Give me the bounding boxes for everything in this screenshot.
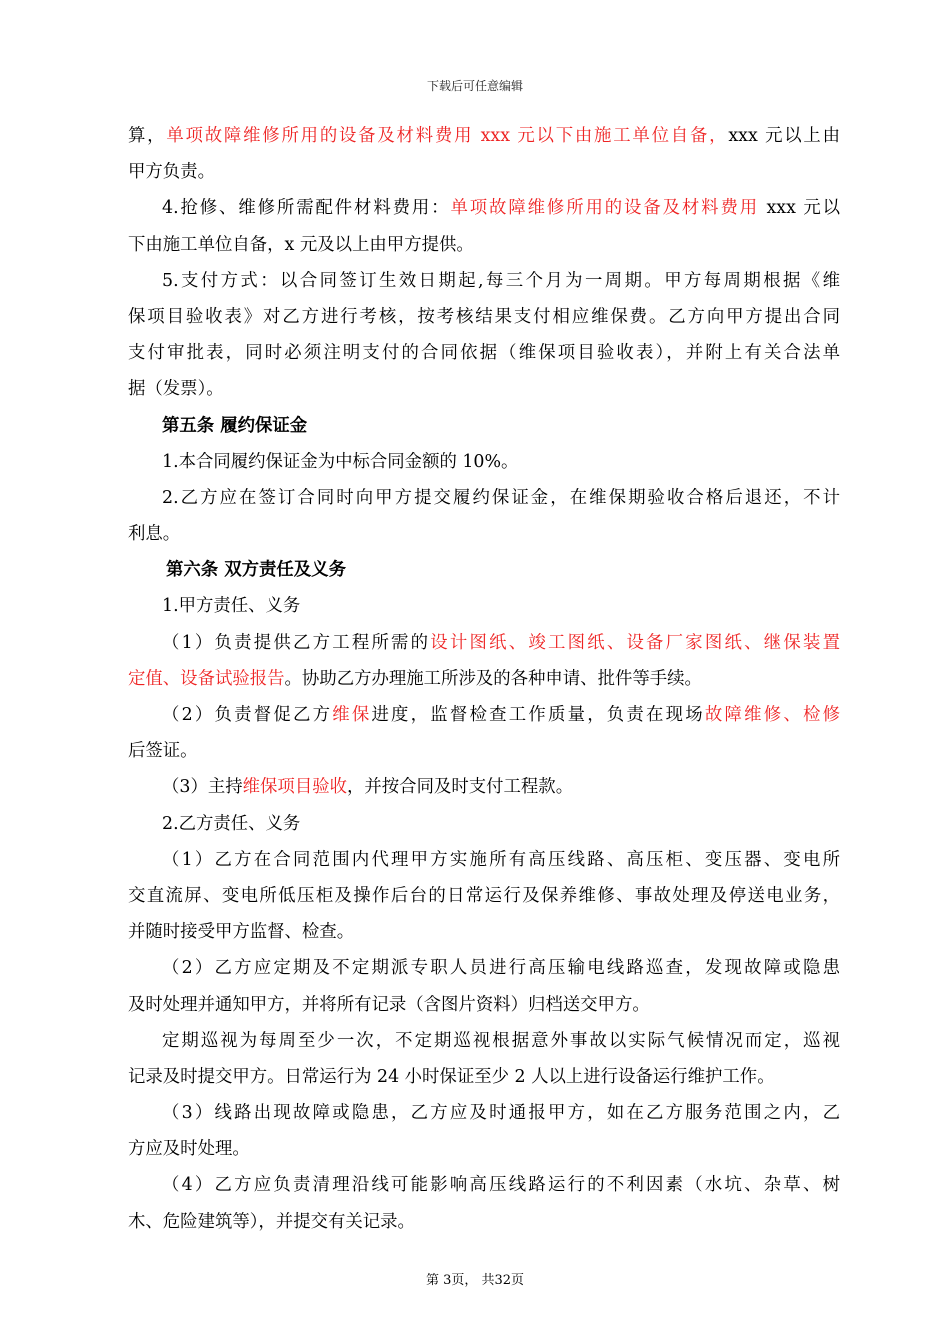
body-text: 2.乙方应在签订合同时向甲方提交履约保证金，在维保期验收合格后退还，不计 xyxy=(162,487,840,508)
text-line xyxy=(128,1131,840,1167)
body-text: 记录及时提交甲方。日常运行为 24 小时保证至少 2 人以上进行设备运行维护工作。 xyxy=(128,1066,775,1087)
body-text: 后签证。 xyxy=(128,741,198,762)
body-text: ，并按合同及时支付工程款。 xyxy=(347,777,574,798)
body-text: xxx 元以 xyxy=(759,198,840,219)
body-text: 下由施工单位自备，x 元及以上由甲方提供。 xyxy=(128,234,474,255)
body-text: 甲方负责。 xyxy=(128,162,215,183)
body-text: xxx 元以上由 xyxy=(728,126,840,146)
highlighted-text: 单项故障维修所用的设备及材料费用 xyxy=(450,198,760,219)
body-text: 并随时接受甲方监督、检查。 xyxy=(128,922,355,943)
body-text: 利息。 xyxy=(128,524,181,545)
text-line xyxy=(128,769,840,805)
page-footer: 第 3页， 共32页 xyxy=(425,1273,525,1288)
text-line xyxy=(128,625,840,661)
text-line xyxy=(128,1023,840,1059)
document-body xyxy=(128,118,840,1240)
text-line xyxy=(128,842,840,878)
highlighted-text: 设计图纸、竣工图纸、设备厂家图纸、继保装置 xyxy=(430,632,840,653)
body-text: 4.抢修、维修所需配件材料费用： xyxy=(162,198,451,219)
highlighted-text: 故障维修、检修 xyxy=(704,705,840,725)
body-text: （2）负责督促乙方 xyxy=(162,705,333,725)
body-text: 定期巡视为每周至少一次，不定期巡视根据意外事故以实际气候情况而定，巡视 xyxy=(162,1030,840,1051)
body-text: （1）乙方在合同范围内代理甲方实施所有高压线路、高压柜、变压器、变电所 xyxy=(162,849,840,870)
text-line xyxy=(128,444,840,480)
body-text: 2.乙方责任、义务 xyxy=(162,813,301,834)
text-line xyxy=(128,371,840,407)
text-line xyxy=(128,1095,840,1131)
body-text: 1.甲方责任、义务 xyxy=(162,596,301,617)
body-text: 交直流屏、变电所低压柜及操作后台的日常运行及保养维修、事故处理及停送电业务， xyxy=(128,885,840,906)
body-text: （3）主持 xyxy=(162,777,243,798)
text-line xyxy=(128,190,840,226)
text-line xyxy=(128,661,840,697)
body-text: （1）负责提供乙方工程所需的 xyxy=(162,632,431,653)
body-text: 支付审批表，同时必须注明支付的合同依据（维保项目验收表），并附上有关合法单 xyxy=(128,343,840,364)
text-line xyxy=(128,1204,840,1240)
text-line xyxy=(128,516,840,552)
body-text: （3）线路出现故障或隐患，乙方应及时通报甲方，如在乙方服务范围之内，乙 xyxy=(162,1103,840,1124)
section-heading xyxy=(128,552,840,588)
text-line xyxy=(128,987,840,1023)
body-text: 保项目验收表》对乙方进行考核，按考核结果支付相应维保费。乙方向甲方提出合同 xyxy=(128,306,840,327)
text-line xyxy=(128,1059,840,1095)
body-text: 据（发票）。 xyxy=(128,379,224,400)
text-line xyxy=(128,1167,840,1203)
body-text: 算， xyxy=(128,126,167,146)
text-line xyxy=(128,588,840,624)
body-text: 。协助乙方办理施工所涉及的各种申请、批件等手续。 xyxy=(284,668,702,689)
text-line xyxy=(128,263,840,299)
text-line xyxy=(128,227,840,263)
body-text: 方应及时处理。 xyxy=(128,1139,250,1160)
body-text: 进度，监督检查工作质量，负责在现场 xyxy=(371,705,705,725)
text-line xyxy=(128,118,840,154)
body-text: （4）乙方应负责清理沿线可能影响高压线路运行的不利因素（水坑、杂草、树 xyxy=(162,1175,840,1196)
text-line xyxy=(128,154,840,190)
heading-text: 第六条 双方责任及义务 xyxy=(166,560,346,581)
body-text: 1.本合同履约保证金为中标合同金额的 10%。 xyxy=(162,451,519,472)
body-text: 木、危险建筑等），并提交有关记录。 xyxy=(128,1211,415,1232)
text-line xyxy=(128,950,840,986)
text-line xyxy=(128,299,840,335)
text-line xyxy=(128,335,840,371)
heading-text: 第五条 履约保证金 xyxy=(162,415,308,436)
page-header: 下载后可任意编辑 xyxy=(426,79,523,93)
highlighted-text: 定值、设备试验报告 xyxy=(128,668,285,689)
highlighted-text: 单项故障维修所用的设备及材料费用 xxx 元以下由施工单位自备， xyxy=(166,126,729,146)
text-line xyxy=(128,914,840,950)
text-line xyxy=(128,733,840,769)
body-text: 5.支付方式：以合同签订生效日期起,每三个月为一周期。甲方每周期根据《维 xyxy=(162,270,840,291)
text-line xyxy=(128,480,840,516)
body-text: 及时处理并通知甲方，并将所有记录（含图片资料）归档送交甲方。 xyxy=(128,994,650,1015)
text-line xyxy=(128,806,840,842)
body-text: （2）乙方应定期及不定期派专职人员进行高压输电线路巡查，发现故障或隐患 xyxy=(162,958,840,979)
text-line xyxy=(128,878,840,914)
section-heading xyxy=(128,408,840,444)
highlighted-text: 维保 xyxy=(332,705,372,725)
highlighted-text: 维保项目验收 xyxy=(242,777,347,798)
text-line xyxy=(128,697,840,733)
